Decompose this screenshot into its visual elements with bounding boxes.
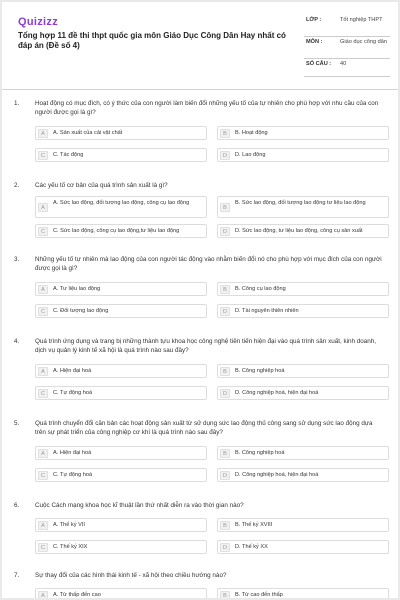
option-text: C. Thế kỷ XIX [53, 544, 88, 550]
option-b[interactable] [217, 588, 389, 598]
option-text: B. Sức lao động, đối tượng lao động tư liệu lao động [235, 200, 366, 206]
option-c[interactable] [35, 540, 207, 554]
option-text: A. Thế kỷ VII [53, 522, 85, 528]
question-text: Các yếu tố cơ bản của quá trình sản xuất là gì? [35, 182, 168, 189]
option-letter: C [38, 151, 48, 160]
option-letter: D [220, 307, 230, 316]
option-letter: C [38, 307, 48, 316]
option-letter: A [38, 449, 48, 458]
option-d[interactable] [217, 468, 389, 482]
question-item [2, 336, 398, 418]
meta-value-subject: Giáo dục công dân [340, 39, 387, 45]
option-letter: A [38, 367, 48, 376]
option-letter: C [38, 389, 48, 398]
quizizz-logo: Quizizz [18, 16, 58, 28]
meta-label-subject: MÔN : [306, 39, 323, 45]
option-a[interactable] [35, 196, 207, 218]
question-number: 7. [14, 572, 20, 579]
option-text: D. Công nghiệp hoá, hiện đại hoá [235, 390, 319, 396]
meta-label-count: SỐ CÂU : [306, 61, 332, 67]
option-text: C. Sức lao động, công cụ lao động,tư liệu lao động [53, 228, 180, 234]
option-text: C. Tự động hoá [53, 472, 93, 478]
option-a[interactable] [35, 588, 207, 598]
option-text: B. Công nghiệp hoá [235, 368, 285, 374]
option-letter: A [38, 591, 48, 598]
option-letter: D [220, 543, 230, 552]
option-letter: A [38, 203, 48, 212]
worksheet-page [2, 2, 398, 598]
option-a[interactable] [35, 364, 207, 378]
question-text: Quá trình ứng dụng và trang bị những thành tựu khoa học công nghệ tiên tiến hiện đại vào quá trình sản xuất, kinh doanh, dịch vụ quản lý kinh tế xã hội là quá trình nào sau đây? [35, 338, 377, 354]
question-item [2, 570, 398, 598]
option-letter: C [38, 227, 48, 236]
meta-row-count [304, 59, 390, 77]
option-text: B. Công cụ lao động [235, 286, 286, 292]
option-letter: A [38, 285, 48, 294]
option-letter: C [38, 471, 48, 480]
question-text: Những yếu tố tự nhiên mà lao động của con người tác động vào nhằm biến đổi nó cho phù hợp với mục đích của con người được gọi là gì? [35, 256, 382, 272]
option-text: B. Hoạt động [235, 130, 268, 136]
option-c[interactable] [35, 386, 207, 400]
option-a[interactable] [35, 518, 207, 532]
option-letter: B [220, 521, 230, 530]
option-c[interactable] [35, 148, 207, 162]
worksheet-header [12, 12, 388, 84]
meta-value-grade: Tốt nghiệp THPT [340, 17, 383, 23]
option-text: A. Từ thấp đến cao [53, 592, 101, 598]
option-letter: D [220, 151, 230, 160]
question-item [2, 418, 398, 500]
option-letter: D [220, 227, 230, 236]
meta-row-subject [304, 37, 390, 59]
question-number: 5. [14, 420, 20, 427]
meta-divider [304, 76, 390, 77]
question-number: 6. [14, 502, 20, 509]
option-letter: A [38, 521, 48, 530]
header-divider [2, 89, 398, 90]
option-text: D. Thế kỷ XX [235, 544, 268, 550]
option-text: D. Tài nguyên thiên nhiên [235, 308, 299, 314]
option-letter: D [220, 471, 230, 480]
option-b[interactable] [217, 518, 389, 532]
option-c[interactable] [35, 304, 207, 318]
option-d[interactable] [217, 304, 389, 318]
option-a[interactable] [35, 126, 207, 140]
option-text: A. Hiện đại hoá [53, 368, 92, 374]
option-letter: A [38, 129, 48, 138]
meta-row-grade [304, 15, 390, 37]
meta-value-count: 40 [340, 61, 347, 67]
option-letter: B [220, 591, 230, 598]
meta-label-grade: LỚP : [306, 17, 322, 23]
question-number: 3. [14, 256, 20, 263]
question-text: Hoạt động có mục đích, có ý thức của con người làm biến đổi những yếu tố của tự nhiên cho phù hợp với nhu cầu của con người được gọi là gì? [35, 100, 379, 116]
option-text: C. Đối tượng lao động [53, 308, 109, 314]
question-number: 1. [14, 100, 20, 107]
option-b[interactable] [217, 282, 389, 296]
option-letter: D [220, 389, 230, 398]
page-title: Tổng hợp 11 đề thi thpt quốc gia môn Giáo Dục Công Dân Hay nhất có đáp án (Đề số 4) [18, 31, 286, 50]
question-item [2, 254, 398, 336]
question-item [2, 500, 398, 570]
option-text: B. Công nghiệp hoá [235, 450, 285, 456]
question-item [2, 180, 398, 254]
option-text: B. Thế kỷ XVIII [235, 522, 273, 528]
option-d[interactable] [217, 148, 389, 162]
option-letter: B [220, 367, 230, 376]
option-b[interactable] [217, 446, 389, 460]
option-a[interactable] [35, 446, 207, 460]
option-letter: B [220, 449, 230, 458]
option-text: D. Lao động [235, 152, 266, 158]
option-text: D. Sức lao động, tư liệu lao động, công cụ sản xuất [235, 228, 363, 234]
option-letter: B [220, 285, 230, 294]
option-text: A. Sức lao động, đối tượng lao động, công cụ lao động [53, 200, 190, 206]
question-text: Sự thay đổi của các hình thái kinh tế - xã hội theo chiều hướng nào? [35, 572, 227, 579]
option-letter: B [220, 129, 230, 138]
option-d[interactable] [217, 540, 389, 554]
option-text: B. Từ cao đến thấp [235, 592, 283, 598]
option-text: A. Sản xuất của cải vật chất [53, 130, 123, 136]
option-text: A. Hiện đại hoá [53, 450, 92, 456]
option-text: C. Tác động [53, 152, 84, 158]
option-b[interactable] [217, 196, 389, 218]
option-a[interactable] [35, 282, 207, 296]
option-c[interactable] [35, 468, 207, 482]
option-text: C. Tự động hoá [53, 390, 93, 396]
option-letter: B [220, 203, 230, 212]
meta-panel [304, 15, 390, 77]
question-text: Cuộc Cách mạng khoa học kĩ thuật lần thứ nhất diễn ra vào thời gian nào? [35, 502, 244, 509]
option-letter: C [38, 543, 48, 552]
option-b[interactable] [217, 126, 389, 140]
question-item [2, 98, 398, 180]
option-c[interactable] [35, 224, 207, 238]
option-text: D. Công nghiệp hoá, hiện đại hoá [235, 472, 319, 478]
question-number: 2. [14, 182, 20, 189]
option-d[interactable] [217, 386, 389, 400]
question-text: Quá trình chuyển đổi căn bản các hoạt động sản xuất từ sử dụng sức lao động thủ công sang sử dụng sức lao động dựa trên sự phát triển của công nghiệp cơ khí là quá trình nào sau đây? [35, 420, 373, 436]
question-list [2, 98, 398, 598]
option-text: A. Tư liệu lao động [53, 286, 101, 292]
question-number: 4. [14, 338, 20, 345]
option-d[interactable] [217, 224, 389, 238]
option-b[interactable] [217, 364, 389, 378]
